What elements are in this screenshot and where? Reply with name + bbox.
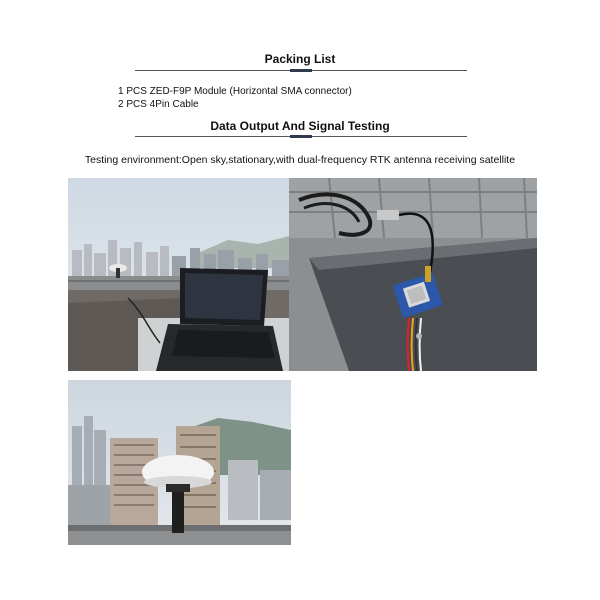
packing-list-title: Packing List (264, 52, 336, 66)
laptop-rooftop-photo (68, 178, 289, 371)
testing-environment-text: Testing environment:Open sky,stationary,with dual-frequency RTK antenna receiving satellite (84, 154, 516, 166)
photo-gnss-module-icon (289, 178, 537, 371)
signal-testing-title: Data Output And Signal Testing (210, 119, 390, 133)
packing-list-item: 2 PCS 4Pin Cable (118, 99, 199, 110)
packing-list-accent-bar (290, 69, 312, 72)
signal-testing-accent-bar (290, 135, 312, 138)
photo-laptop-city-icon (68, 178, 289, 371)
photo-mushroom-antenna-icon (68, 380, 291, 545)
packing-list-item: 1 PCS ZED-F9P Module (Horizontal SMA connector) (118, 86, 352, 97)
module-antenna-cable-photo (289, 178, 537, 371)
rtk-antenna-photo (68, 380, 291, 545)
